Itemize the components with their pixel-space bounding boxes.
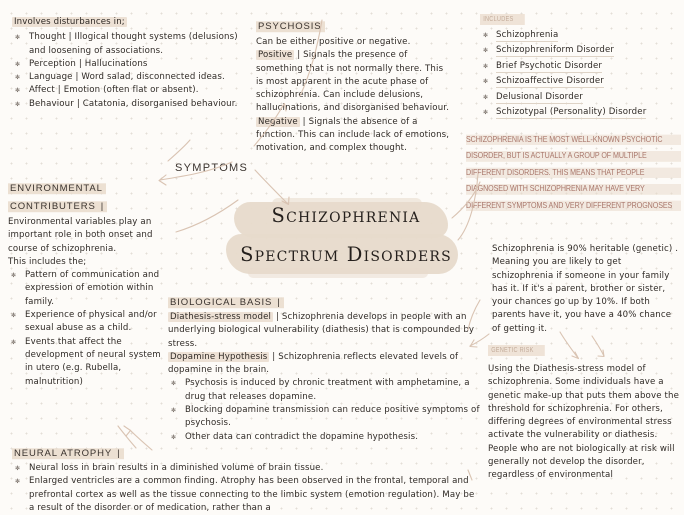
psychosis-positive-keyword: Positive <box>258 50 293 61</box>
includes-item-text: Schizophreniform Disorder <box>496 45 615 56</box>
title-line-1: Schizophrenia <box>271 204 421 227</box>
list-item <box>12 98 252 111</box>
genetic-risk-block <box>488 337 682 483</box>
list-item <box>8 269 168 309</box>
environmental-header <box>8 178 168 214</box>
symptoms-lead <box>12 16 252 29</box>
pink-line: DISORDER, BUT IS ACTUALLY A GROUP OF MULTIPLE <box>466 147 681 163</box>
list-item <box>8 309 168 336</box>
environmental-item-text: Experience of physical and/or sexual abuse as a child. <box>25 310 157 334</box>
biological-header-text: BIOLOGICAL BASIS <box>168 296 275 309</box>
biological-body <box>168 311 480 377</box>
list-item <box>12 58 252 71</box>
includes-header-text: INCLUDES <box>480 14 525 25</box>
includes-items <box>480 29 680 120</box>
neural-atrophy-item-text: Enlarged ventricles are a common finding. Atrophy has been observed in the frontal, temporal and prefrontal cortex as well as the tissue connecting to the limbic system (emotion regulation). May be a result of the disorder or of medication, rather than a <box>29 476 475 513</box>
diathesis-text: | Schizophrenia develops in people with an underlying biological vulnerability (diathesis) that is compounded by stress. <box>168 312 475 349</box>
symptoms-item-text: Behaviour | Catatonia, disorganised behaviour. <box>29 98 238 109</box>
symptoms-item-text: Thought | Illogical thought systems (delusions) and loosening of associations. <box>29 32 238 56</box>
environmental-lead2-text: This includes the; <box>8 256 87 267</box>
list-item <box>480 75 680 88</box>
list-item <box>8 336 168 389</box>
psychosis-positive-text: | Signals the presence of something that is not normally there. This is most apparent in the acute phase of schizophrenia. Can include delusions, hallucinations, and disorganised behaviour. <box>256 50 450 114</box>
environmental-lead-text: Environmental variables play an important role in both onset and course of schizophrenia. <box>8 217 153 254</box>
heritability-text: Schizophrenia is 90% heritable (genetic) . Meaning you are likely to get schizophrenia if someone in your family has it. If it's a parent, brother or sister, your chances go up by 10%. If both parents have it, you have a 40% chance of getting it. <box>492 244 679 334</box>
biological-items <box>168 377 480 443</box>
environmental-header-bar: | <box>99 200 107 213</box>
list-item <box>12 475 476 515</box>
list-item <box>480 60 680 73</box>
includes-item-text: Brief Psychotic Disorder <box>496 60 603 71</box>
environmental-header-line2: CONTRIBUTERS <box>8 200 99 213</box>
neural-atrophy-block <box>12 441 476 515</box>
list-item <box>480 106 680 119</box>
includes-item-text: Schizoaffective Disorder <box>496 76 604 87</box>
pink-line: DIAGNOSED WITH SCHIZOPHRENIA MAY HAVE VERY <box>466 180 681 196</box>
title-text <box>226 196 466 274</box>
list-item <box>480 44 680 57</box>
includes-item-text: Schizotypal (Personality) Disorder <box>496 107 647 118</box>
environmental-block <box>8 178 168 389</box>
includes-header <box>480 6 680 25</box>
pink-line: DIFFERENT SYMPTOMS AND VERY DIFFERENT PROGNOSES <box>466 197 681 213</box>
psychosis-negative-text: | Signals the absence of a function. This can include lack of emotions, motivation, and complex thought. <box>256 116 450 154</box>
title-line-2: Spectrum Disorders <box>240 243 452 266</box>
psychosis-negative-keyword: Negative <box>258 116 298 127</box>
biological-header-bar: | <box>275 296 283 309</box>
dopamine-text: | Schizophrenia reflects elevated levels of dopamine in the brain. <box>168 351 459 376</box>
list-item <box>168 377 480 404</box>
genetic-risk-header <box>488 337 682 356</box>
symptoms-lead-text: Involves disturbances in; <box>14 17 125 27</box>
dopamine-keyword: Dopamine Hypothesis <box>170 351 268 362</box>
includes-item-text: Schizophrenia <box>496 30 559 40</box>
neural-atrophy-header <box>12 441 476 461</box>
diathesis-keyword: Diathesis-stress model <box>170 312 272 322</box>
symptoms-item-text: Perception | Hallucinations <box>29 58 148 69</box>
includes-block <box>480 6 680 122</box>
genetic-risk-text: Using the Diathesis-stress model of schizophrenia. Some individuals have a genetic make-up that puts them above the threshold for schizophrenia. For others, differing degrees of environmental stress activate the vulnerability or diathesis. People who are not biologically at risk will generally not develop the disorder, regardless of environmental <box>488 364 680 481</box>
symptoms-label: SYMPTOMS <box>175 162 249 174</box>
list-item <box>12 462 476 475</box>
list-item <box>480 91 680 104</box>
heritability-block <box>492 243 682 336</box>
symptoms-items <box>12 31 252 111</box>
neural-atrophy-header-bar: | <box>115 447 123 460</box>
list-item <box>168 404 480 431</box>
symptoms-item-text: Affect | Emotion (often flat or absent). <box>29 85 199 96</box>
neural-atrophy-item-text: Neural loss in brain results in a diminished volume of brain tissue. <box>29 463 324 473</box>
environmental-lead <box>8 216 168 269</box>
includes-item-text: Delusional Disorder <box>496 91 583 102</box>
symptoms-list-block <box>12 16 252 111</box>
biological-item-text: Psychosis is induced by chronic treatment with amphetamine, a drug that releases dopamine. <box>185 378 470 402</box>
list-item <box>12 31 252 58</box>
environmental-item-text: Events that affect the development of neural system in utero (e.g. Rubella, malnutrition) <box>25 336 161 387</box>
genetic-risk-header-text: GENETIC RISK <box>488 345 545 356</box>
list-item <box>12 71 252 84</box>
environmental-item-text: Pattern of communication and expression of emotion within family. <box>25 270 160 307</box>
biological-basis-block <box>168 290 480 444</box>
biological-header <box>168 290 480 310</box>
biological-item-text: Other data can contradict the dopamine hypothesis. <box>185 431 419 442</box>
environmental-items <box>8 269 168 389</box>
neural-atrophy-items <box>12 462 476 515</box>
psychosis-header <box>256 14 450 34</box>
psychosis-body <box>256 36 450 156</box>
pink-line: DIFFERENT DISORDERS. THIS MEANS THAT PEOPLE <box>466 164 681 180</box>
environmental-header-line1: ENVIRONMENTAL <box>8 182 106 195</box>
neural-atrophy-header-text: NEURAL ATROPHY <box>12 447 115 460</box>
list-item <box>480 29 680 42</box>
psychosis-lead: Can be either positive or negative. <box>256 37 411 47</box>
psychosis-block <box>256 14 450 156</box>
pink-line: SCHIZOPHRENIA IS THE MOST WELL-KNOWN PSYCHOTIC <box>466 131 681 147</box>
biological-item-text: Blocking dopamine transmission can reduce positive symptoms of psychosis. <box>185 405 480 429</box>
pink-summary-block <box>466 131 680 213</box>
page-title <box>226 196 466 288</box>
psychosis-header-text: PSYCHOSIS <box>256 20 325 33</box>
list-item <box>12 84 252 97</box>
symptoms-item-text: Language | Word salad, disconnected ideas. <box>29 72 225 83</box>
